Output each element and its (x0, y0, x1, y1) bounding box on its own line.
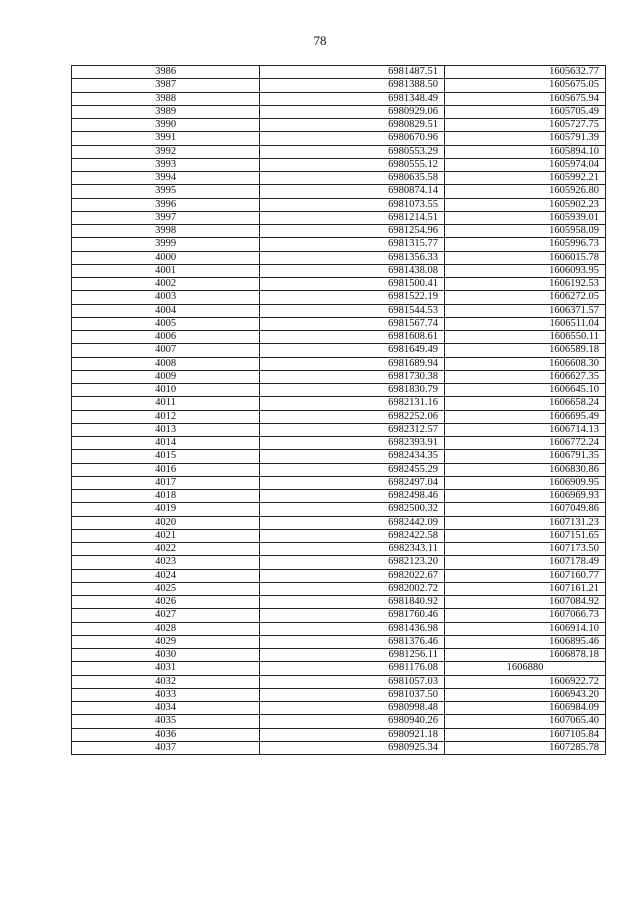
point-number-cell: 3987 (72, 79, 260, 92)
table-row (72, 543, 606, 556)
y-coordinate-cell: 1607173.50 (445, 543, 606, 556)
point-number-cell: 4019 (72, 503, 260, 516)
x-coordinate-cell: 6981487.51 (260, 66, 445, 79)
point-number-cell: 3988 (72, 92, 260, 105)
y-coordinate-cell: 1606791.35 (445, 450, 606, 463)
x-coordinate-cell: 6981037.50 (260, 688, 445, 701)
table-row (72, 145, 606, 158)
x-coordinate-cell: 6981500.41 (260, 278, 445, 291)
x-coordinate-cell: 6981689.94 (260, 357, 445, 370)
table-row (72, 437, 606, 450)
y-coordinate-cell: 1606909.95 (445, 476, 606, 489)
y-coordinate-cell: 1606772.24 (445, 437, 606, 450)
table-row (72, 344, 606, 357)
y-coordinate-cell: 1605958.09 (445, 225, 606, 238)
table-row (72, 715, 606, 728)
point-number-cell: 3998 (72, 225, 260, 238)
x-coordinate-cell: 6981376.46 (260, 635, 445, 648)
y-coordinate-cell: 1607131.23 (445, 516, 606, 529)
point-number-cell: 3999 (72, 238, 260, 251)
y-coordinate-cell: 1605996.73 (445, 238, 606, 251)
y-coordinate-cell: 1606645.10 (445, 384, 606, 397)
x-coordinate-cell: 6982498.46 (260, 490, 445, 503)
x-coordinate-cell: 6980670.96 (260, 132, 445, 145)
point-number-cell: 4001 (72, 264, 260, 277)
point-number-cell: 4018 (72, 490, 260, 503)
table-row (72, 370, 606, 383)
x-coordinate-cell: 6980874.14 (260, 185, 445, 198)
point-number-cell: 4033 (72, 688, 260, 701)
table-row (72, 516, 606, 529)
x-coordinate-cell: 6980555.12 (260, 158, 445, 171)
table-row (72, 702, 606, 715)
point-number-cell: 4000 (72, 251, 260, 264)
table-row (72, 132, 606, 145)
point-number-cell: 4024 (72, 569, 260, 582)
y-coordinate-cell: 1606695.49 (445, 410, 606, 423)
table-row (72, 649, 606, 662)
x-coordinate-cell: 6982497.04 (260, 476, 445, 489)
x-coordinate-cell: 6980940.26 (260, 715, 445, 728)
x-coordinate-cell: 6981254.96 (260, 225, 445, 238)
table-row (72, 291, 606, 304)
y-coordinate-cell: 1606589.18 (445, 344, 606, 357)
table-row (72, 198, 606, 211)
y-coordinate-cell: 1607160.77 (445, 569, 606, 582)
table-row (72, 172, 606, 185)
x-coordinate-cell: 6980929.06 (260, 105, 445, 118)
x-coordinate-cell: 6981522.19 (260, 291, 445, 304)
point-number-cell: 4008 (72, 357, 260, 370)
table-row (72, 410, 606, 423)
x-coordinate-cell: 6981057.03 (260, 675, 445, 688)
table-row (72, 741, 606, 754)
table-row (72, 158, 606, 171)
x-coordinate-cell: 6980998.48 (260, 702, 445, 715)
x-coordinate-cell: 6981649.49 (260, 344, 445, 357)
point-number-cell: 4016 (72, 463, 260, 476)
y-coordinate-cell: 1606914.10 (445, 622, 606, 635)
x-coordinate-cell: 6981544.53 (260, 304, 445, 317)
x-coordinate-cell: 6981315.77 (260, 238, 445, 251)
y-coordinate-cell: 1605675.94 (445, 92, 606, 105)
x-coordinate-cell: 6981176.08 (260, 662, 445, 675)
x-coordinate-cell: 6982252.06 (260, 410, 445, 423)
table-row (72, 569, 606, 582)
x-coordinate-cell: 6982123.20 (260, 556, 445, 569)
y-coordinate-cell: 1606943.20 (445, 688, 606, 701)
point-number-cell: 4028 (72, 622, 260, 635)
point-number-cell: 4027 (72, 609, 260, 622)
point-number-cell: 4017 (72, 476, 260, 489)
table-row (72, 450, 606, 463)
y-coordinate-cell: 1605939.01 (445, 211, 606, 224)
point-number-cell: 4012 (72, 410, 260, 423)
point-number-cell: 3991 (72, 132, 260, 145)
point-number-cell: 4035 (72, 715, 260, 728)
x-coordinate-cell: 6981438.08 (260, 264, 445, 277)
point-number-cell: 4003 (72, 291, 260, 304)
y-coordinate-cell: 1606550.11 (445, 331, 606, 344)
x-coordinate-cell: 6981073.55 (260, 198, 445, 211)
point-number-cell: 4005 (72, 317, 260, 330)
point-number-cell: 4014 (72, 437, 260, 450)
y-coordinate-cell: 1607161.21 (445, 582, 606, 595)
y-coordinate-cell: 1606880 (445, 662, 606, 675)
x-coordinate-cell: 6981388.50 (260, 79, 445, 92)
y-coordinate-cell: 1605974.04 (445, 158, 606, 171)
table-row (72, 423, 606, 436)
y-coordinate-cell: 1606895.46 (445, 635, 606, 648)
point-number-cell: 4015 (72, 450, 260, 463)
table-row (72, 529, 606, 542)
y-coordinate-cell: 1605675.05 (445, 79, 606, 92)
point-number-cell: 4002 (72, 278, 260, 291)
y-coordinate-cell: 1606714.13 (445, 423, 606, 436)
x-coordinate-cell: 6980635.58 (260, 172, 445, 185)
y-coordinate-cell: 1607151.65 (445, 529, 606, 542)
y-coordinate-cell: 1606608.30 (445, 357, 606, 370)
x-coordinate-cell: 6981730.38 (260, 370, 445, 383)
x-coordinate-cell: 6982422.58 (260, 529, 445, 542)
point-number-cell: 4037 (72, 741, 260, 754)
point-number-cell: 3990 (72, 119, 260, 132)
point-number-cell: 4009 (72, 370, 260, 383)
page-number: 78 (313, 33, 327, 48)
point-number-cell: 4036 (72, 728, 260, 741)
table-row (72, 635, 606, 648)
y-coordinate-cell: 1606922.72 (445, 675, 606, 688)
table-row (72, 185, 606, 198)
x-coordinate-cell: 6982312.57 (260, 423, 445, 436)
table-row (72, 105, 606, 118)
y-coordinate-cell: 1606371.57 (445, 304, 606, 317)
table-row (72, 304, 606, 317)
y-coordinate-cell: 1607049.86 (445, 503, 606, 516)
table-row (72, 490, 606, 503)
table-row (72, 92, 606, 105)
table-row (72, 675, 606, 688)
y-coordinate-cell: 1606627.35 (445, 370, 606, 383)
point-number-cell: 4023 (72, 556, 260, 569)
x-coordinate-cell: 6981348.49 (260, 92, 445, 105)
x-coordinate-cell: 6982131.16 (260, 397, 445, 410)
y-coordinate-cell: 1606969.93 (445, 490, 606, 503)
point-number-cell: 4025 (72, 582, 260, 595)
x-coordinate-cell: 6981830.79 (260, 384, 445, 397)
y-coordinate-cell: 1606658.24 (445, 397, 606, 410)
x-coordinate-cell: 6981214.51 (260, 211, 445, 224)
point-number-cell: 4026 (72, 596, 260, 609)
table-row (72, 503, 606, 516)
y-coordinate-cell: 1606192.53 (445, 278, 606, 291)
point-number-cell: 4029 (72, 635, 260, 648)
coordinates-table-body (72, 66, 606, 755)
y-coordinate-cell: 1605894.10 (445, 145, 606, 158)
x-coordinate-cell: 6982022.67 (260, 569, 445, 582)
table-row (72, 622, 606, 635)
y-coordinate-cell: 1607105.84 (445, 728, 606, 741)
table-row (72, 251, 606, 264)
y-coordinate-cell: 1605926.80 (445, 185, 606, 198)
y-coordinate-cell: 1605902.23 (445, 198, 606, 211)
point-number-cell: 3995 (72, 185, 260, 198)
table-row (72, 688, 606, 701)
x-coordinate-cell: 6981840.92 (260, 596, 445, 609)
table-row (72, 211, 606, 224)
x-coordinate-cell: 6982343.11 (260, 543, 445, 556)
table-row (72, 662, 606, 675)
point-number-cell: 4031 (72, 662, 260, 675)
point-number-cell: 3994 (72, 172, 260, 185)
table-row (72, 331, 606, 344)
point-number-cell: 4011 (72, 397, 260, 410)
point-number-cell: 3996 (72, 198, 260, 211)
y-coordinate-cell: 1607285.78 (445, 741, 606, 754)
point-number-cell: 4006 (72, 331, 260, 344)
y-coordinate-cell: 1607178.49 (445, 556, 606, 569)
point-number-cell: 4034 (72, 702, 260, 715)
point-number-cell: 4022 (72, 543, 260, 556)
x-coordinate-cell: 6981608.61 (260, 331, 445, 344)
table-row (72, 609, 606, 622)
point-number-cell: 4030 (72, 649, 260, 662)
y-coordinate-cell: 1607084.92 (445, 596, 606, 609)
x-coordinate-cell: 6982455.29 (260, 463, 445, 476)
table-row (72, 357, 606, 370)
table-row (72, 556, 606, 569)
table-row (72, 238, 606, 251)
y-coordinate-cell: 1606878.18 (445, 649, 606, 662)
y-coordinate-cell: 1606015.78 (445, 251, 606, 264)
y-coordinate-cell: 1605632.77 (445, 66, 606, 79)
point-number-cell: 4021 (72, 529, 260, 542)
table-row (72, 278, 606, 291)
y-coordinate-cell: 1605705.49 (445, 105, 606, 118)
x-coordinate-cell: 6981567.74 (260, 317, 445, 330)
point-number-cell: 4004 (72, 304, 260, 317)
x-coordinate-cell: 6982434.35 (260, 450, 445, 463)
x-coordinate-cell: 6981760.46 (260, 609, 445, 622)
x-coordinate-cell: 6980921.18 (260, 728, 445, 741)
x-coordinate-cell: 6981436.98 (260, 622, 445, 635)
x-coordinate-cell: 6980829.51 (260, 119, 445, 132)
point-number-cell: 4007 (72, 344, 260, 357)
y-coordinate-cell: 1606511.04 (445, 317, 606, 330)
x-coordinate-cell: 6982002.72 (260, 582, 445, 595)
point-number-cell: 3986 (72, 66, 260, 79)
y-coordinate-cell: 1607066.73 (445, 609, 606, 622)
y-coordinate-cell: 1606272.05 (445, 291, 606, 304)
x-coordinate-cell: 6982393.91 (260, 437, 445, 450)
y-coordinate-cell: 1605992.21 (445, 172, 606, 185)
x-coordinate-cell: 6980925.34 (260, 741, 445, 754)
table-row (72, 119, 606, 132)
point-number-cell: 3992 (72, 145, 260, 158)
point-number-cell: 3997 (72, 211, 260, 224)
x-coordinate-cell: 6981256.11 (260, 649, 445, 662)
table-row (72, 79, 606, 92)
table-row (72, 476, 606, 489)
point-number-cell: 4010 (72, 384, 260, 397)
point-number-cell: 3993 (72, 158, 260, 171)
point-number-cell: 4032 (72, 675, 260, 688)
table-row (72, 596, 606, 609)
table-row (72, 66, 606, 79)
x-coordinate-cell: 6980553.29 (260, 145, 445, 158)
y-coordinate-cell: 1605727.75 (445, 119, 606, 132)
y-coordinate-cell: 1607065.40 (445, 715, 606, 728)
point-number-cell: 3989 (72, 105, 260, 118)
y-coordinate-cell: 1606984.09 (445, 702, 606, 715)
table-row (72, 582, 606, 595)
y-coordinate-cell: 1605791.39 (445, 132, 606, 145)
x-coordinate-cell: 6982500.32 (260, 503, 445, 516)
table-row (72, 397, 606, 410)
point-number-cell: 4020 (72, 516, 260, 529)
table-row (72, 264, 606, 277)
table-row (72, 728, 606, 741)
x-coordinate-cell: 6982442.09 (260, 516, 445, 529)
coordinates-table (71, 65, 606, 755)
table-row (72, 384, 606, 397)
point-number-cell: 4013 (72, 423, 260, 436)
table-row (72, 225, 606, 238)
table-row (72, 463, 606, 476)
y-coordinate-cell: 1606093.95 (445, 264, 606, 277)
y-coordinate-cell: 1606830.86 (445, 463, 606, 476)
x-coordinate-cell: 6981356.33 (260, 251, 445, 264)
table-row (72, 317, 606, 330)
